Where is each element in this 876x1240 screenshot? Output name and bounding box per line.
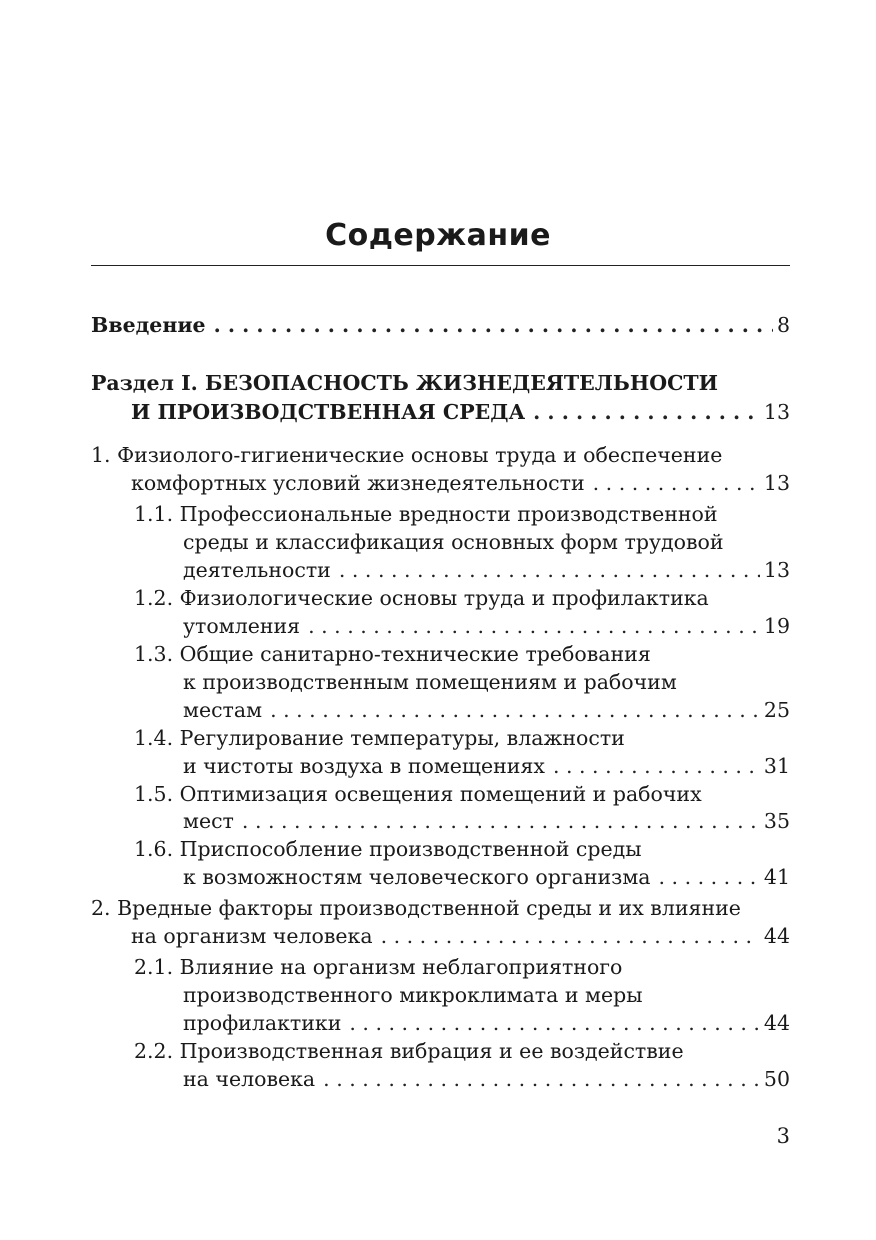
toc-entry-text: 1.4. Регулирование температуры, влажности [134,726,625,750]
toc-entry-text: Раздел I. БЕЗОПАСНОСТЬ ЖИЗНЕДЕЯТЕЛЬНОСТИ [91,371,719,395]
toc-page-number: 13 [763,471,790,495]
page-number: 3 [776,1124,790,1148]
toc-entry-text: к производственным помещениям и рабочим [183,670,677,694]
toc-entry-text: утомления [183,614,301,638]
toc-entry-chapter-2[interactable] [131,922,790,950]
toc-page-number: 25 [763,698,790,722]
toc-entry-chapter-2-line-1[interactable] [91,894,790,922]
toc-entry-text: мест [183,809,234,833]
toc-entry-2-2[interactable] [183,1065,790,1093]
toc-page-number: 44 [763,1011,790,1035]
toc-entry-1-5[interactable] [183,807,790,835]
toc-entry-text: 1. Физиолого-гигиенические основы труда и обеспечение [91,443,723,467]
toc-entry-2-2-line-1[interactable] [134,1037,790,1065]
page-title: Содержание [325,218,551,253]
toc-entry-text: 1.2. Физиологические основы труда и профилактика [134,586,709,610]
leader-dots [659,863,760,891]
toc-entry-text: местам [183,698,263,722]
toc-entry-text: 2.2. Производственная вибрация и ее воздействие [134,1039,684,1063]
toc-entry-1-3-line-1[interactable] [134,640,790,668]
title-divider [91,265,790,266]
toc-entry-text: 2.1. Влияние на организм неблагоприятного [134,955,623,979]
leader-dots [242,807,760,835]
toc-entry-1-1[interactable] [183,556,790,584]
toc-page-number: 13 [763,400,790,424]
toc-entry-text: Введение [91,313,206,337]
toc-page-number: 41 [763,865,790,889]
toc-entry-2-1-line-2[interactable] [183,981,790,1009]
toc-entry-text: И ПРОИЗВОДСТВЕННАЯ СРЕДА [131,400,526,424]
toc-page-number: 19 [763,614,790,638]
leader-dots [214,311,773,339]
toc-page-number: 31 [763,754,790,778]
toc-entry-text: производственного микроклимата и меры [183,983,643,1007]
toc-entry-text: 2. Вредные факторы производственной среды и их влияние [91,896,741,920]
toc-entry-1-3[interactable] [183,696,790,724]
toc-entry-1-4-line-1[interactable] [134,724,790,752]
toc-entry-text: 1.1. Профессиональные вредности производственной [134,502,718,526]
toc-entry-1-6-line-1[interactable] [134,835,790,863]
toc-entry-text: на организм человека [131,924,373,948]
toc-entry-text: 1.6. Приспособление производственной среды [134,837,642,861]
toc-entry-2-1[interactable] [183,1009,790,1037]
toc-page-number: 44 [763,924,790,948]
toc-entry-1-2[interactable] [183,612,790,640]
toc-entry-1-1-line-2[interactable] [183,528,790,556]
toc-entry-text: профилактики [183,1011,342,1035]
toc-entry-introduction[interactable] [91,311,790,339]
toc-page-number: 13 [763,558,790,582]
leader-dots [323,1065,760,1093]
toc-entry-1-5-line-1[interactable] [134,780,790,808]
toc-entry-text: 1.5. Оптимизация освещения помещений и рабочих [134,782,702,806]
toc-entry-text: 1.3. Общие санитарно-технические требования [134,642,651,666]
toc-entry-text: среды и классификация основных форм трудовой [183,530,724,554]
leader-dots [553,752,760,780]
toc-page-number: 50 [763,1067,790,1091]
leader-dots [270,696,760,724]
leader-dots [339,556,760,584]
toc-entry-text: к возможностям человеческого организма [183,865,651,889]
leader-dots [308,612,760,640]
toc-entry-2-1-line-1[interactable] [134,953,790,981]
toc-entry-1-1-line-1[interactable] [134,500,790,528]
toc-entry-1-6[interactable] [183,863,790,891]
toc-entry-text: на человека [183,1067,316,1091]
toc-entry-text: деятельности [183,558,331,582]
leader-dots [533,398,760,426]
leader-dots [349,1009,760,1037]
toc-entry-section-1-line-1[interactable] [91,369,790,397]
toc-entry-chapter-1-line-1[interactable] [91,441,790,469]
leader-dots [381,922,760,950]
toc-entry-text: и чистоты воздуха в помещениях [183,754,545,778]
toc-entry-chapter-1[interactable] [131,469,790,497]
toc-entry-1-3-line-2[interactable] [183,668,790,696]
toc-entry-1-2-line-1[interactable] [134,584,790,612]
leader-dots [593,469,760,497]
toc-page-number: 8 [776,313,790,337]
toc-entry-1-4[interactable] [183,752,790,780]
toc-entry-text: комфортных условий жизнедеятельности [131,471,585,495]
toc-page-number: 35 [763,809,790,833]
toc-entry-section-1[interactable] [131,398,790,426]
